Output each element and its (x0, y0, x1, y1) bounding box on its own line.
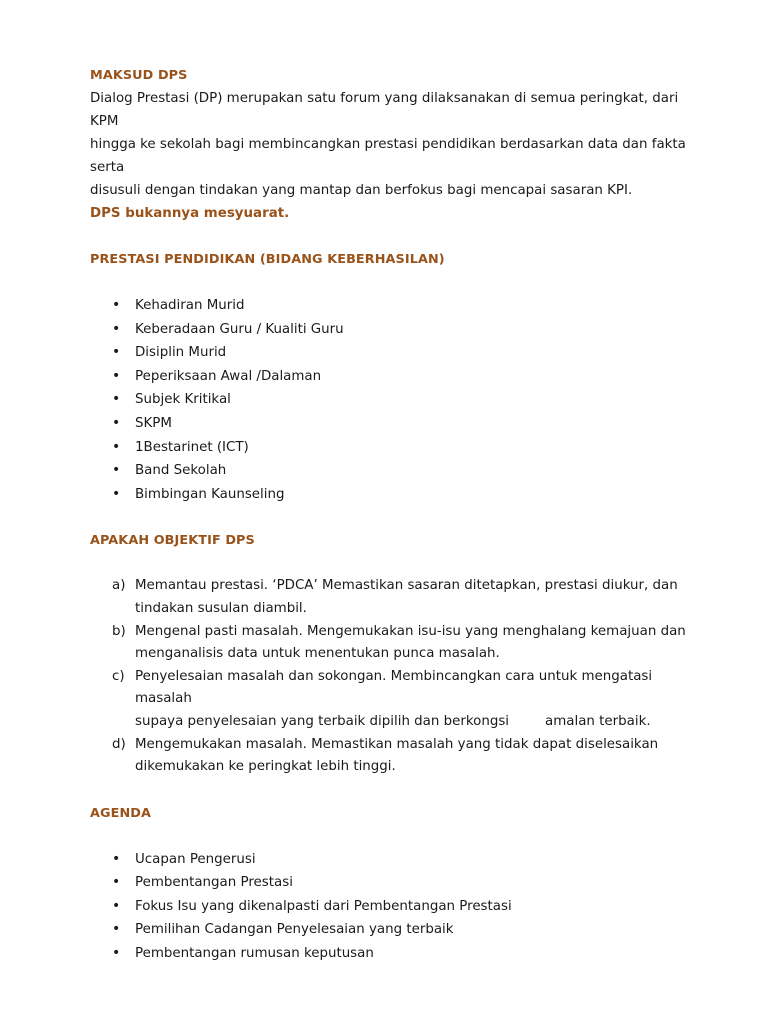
prestasi-list (90, 294, 690, 506)
bullet-icon: • (112, 945, 121, 962)
list-marker: d) (112, 736, 126, 752)
maksud-line: hingga ke sekolah bagi membincangkan prestasi pendidikan berdasarkan data dan fakta serta (90, 137, 686, 175)
list-item: a) Memantau prestasi. ‘PDCA’ Memastikan sasaran ditetapkan, prestasi diukur, dan tindakan susulan diambil. (90, 575, 690, 620)
list-item: b) Mengenal pasti masalah. Mengemukakan isu-isu yang menghalang kemajuan dan menganalisis data untuk menentukan punca masalah. (90, 621, 690, 666)
bullet-icon: • (112, 897, 121, 914)
objektif-heading: APAKAH OBJEKTIF DPS (90, 533, 255, 549)
bullet-icon: • (112, 921, 121, 938)
maksud-note: DPS bukannya mesyuarat. (90, 206, 290, 221)
list-item: • Bimbingan Kaunseling (90, 483, 690, 507)
list-item: • Band Sekolah (90, 459, 690, 483)
agenda-list (90, 848, 690, 966)
list-item: • Pemilihan Cadangan Penyelesaian yang terbaik (90, 918, 690, 942)
bullet-icon: • (112, 438, 121, 455)
bullet-icon: • (112, 874, 121, 891)
list-item: • Keberadaan Guru / Kualiti Guru (90, 318, 690, 342)
list-item: • SKPM (90, 412, 690, 436)
maksud-heading: MAKSUD DPS (90, 68, 188, 83)
bullet-icon: • (112, 391, 121, 408)
list-marker: c) (112, 668, 125, 684)
list-item: • Fokus Isu yang dikenalpasti dari Pembentangan Prestasi (90, 895, 690, 919)
bullet-icon: • (112, 367, 121, 384)
bullet-icon: • (112, 462, 121, 479)
list-item: d) Mengemukakan masalah. Memastikan masalah yang tidak dapat diselesaikan dikemukakan ke peringkat lebih tinggi. (90, 734, 690, 779)
list-item: • Ucapan Pengerusi (90, 848, 690, 872)
bullet-icon: • (112, 297, 121, 313)
document-body (90, 64, 690, 966)
list-item: • Disiplin Murid (90, 341, 690, 365)
maksud-line: Dialog Prestasi (DP) merupakan satu forum yang dilaksanakan di semua peringkat, dari KPM (90, 91, 679, 129)
list-marker: b) (112, 623, 126, 639)
bullet-icon: • (112, 414, 121, 431)
list-item: • Peperiksaan Awal /Dalaman (90, 365, 690, 389)
list-item: • Pembentangan rumusan keputusan (90, 942, 690, 966)
bullet-icon: • (112, 320, 121, 337)
objektif-list (90, 575, 690, 778)
bullet-icon: • (112, 850, 121, 867)
list-item: c) Penyelesaian masalah dan sokongan. Membincangkan cara untuk mengatasi masalah supaya penyelesaian yang terbaik dipilih dan berkongsi amalan terbaik. (90, 666, 690, 734)
list-marker: a) (112, 578, 126, 594)
list-item: • Kehadiran Murid (90, 294, 690, 318)
list-item: • 1Bestarinet (ICT) (90, 436, 690, 460)
prestasi-heading: PRESTASI PENDIDIKAN (BIDANG KEBERHASILAN) (90, 252, 445, 267)
bullet-icon: • (112, 344, 121, 361)
list-item: • Pembentangan Prestasi (90, 871, 690, 895)
maksud-line: disusuli dengan tindakan yang mantap dan berfokus bagi mencapai sasaran KPI. (90, 183, 633, 198)
bullet-icon: • (112, 485, 121, 502)
list-item: • Subjek Kritikal (90, 388, 690, 412)
maksud-paragraph (90, 87, 690, 202)
agenda-heading: AGENDA (90, 805, 151, 821)
